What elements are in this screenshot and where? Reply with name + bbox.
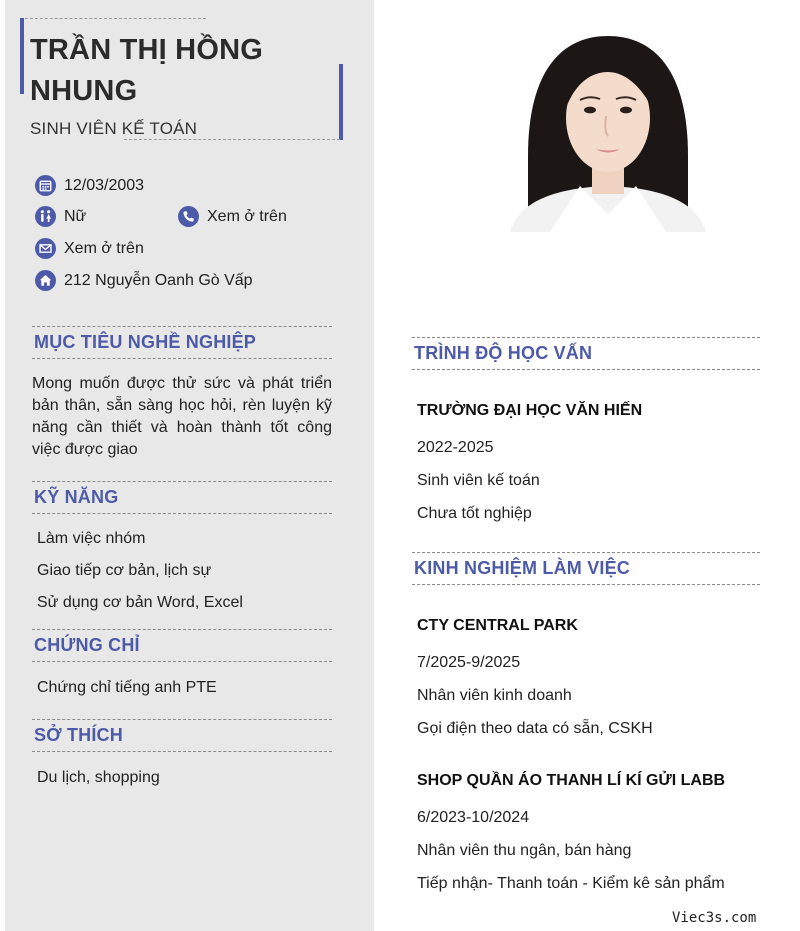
phone-icon	[178, 206, 199, 227]
address-value: 212 Nguyễn Oanh Gò Vấp	[64, 271, 253, 289]
skill-item: Sử dụng cơ bản Word, Excel	[37, 594, 243, 611]
email-row	[35, 238, 144, 259]
education-major: Sinh viên kế toán	[417, 472, 540, 489]
job-description: Tiếp nhận- Thanh toán - Kiểm kê sản phẩm	[417, 875, 725, 892]
accent-bar	[339, 64, 343, 140]
skill-item: Giao tiếp cơ bản, lịch sự	[37, 562, 212, 579]
company-name: CTY CENTRAL PARK	[417, 617, 578, 634]
birthday-value: 12/03/2003	[64, 176, 145, 194]
job-description: Gọi điện theo data có sẵn, CSKH	[417, 720, 653, 737]
email-value: Xem ở trên	[64, 239, 144, 257]
divider	[124, 139, 340, 140]
objective-text: Mong muốn được thử sức và phát triển bản thân, sẵn sàng học hỏi, rèn luyện kỹ năng cần thiết và hoàn thành tốt công việc được giao	[32, 375, 332, 458]
watermark: Viec3s.com	[672, 910, 757, 926]
hobbies-heading: SỞ THÍCH	[32, 719, 332, 752]
gender-value: Nữ	[64, 207, 87, 225]
education-heading: TRÌNH ĐỘ HỌC VẤN	[412, 337, 760, 370]
skills-heading: KỸ NĂNG	[32, 481, 332, 514]
job-role: Nhân viên thu ngân, bán hàng	[417, 842, 632, 859]
skill-item: Làm việc nhóm	[37, 530, 146, 547]
job-title: SINH VIÊN KẾ TOÁN	[30, 119, 198, 138]
certificate-item: Chứng chỉ tiếng anh PTE	[37, 679, 217, 696]
home-icon	[35, 270, 56, 291]
gender-row	[35, 206, 86, 227]
hobbies-text: Du lịch, shopping	[37, 769, 160, 786]
profile-photo	[510, 36, 706, 232]
birthday-row	[35, 175, 144, 196]
education-period: 2022-2025	[417, 439, 494, 456]
certificates-heading: CHỨNG CHỈ	[32, 629, 332, 662]
experience-heading: KINH NGHIỆM LÀM VIỆC	[412, 552, 760, 585]
job-period: 6/2023-10/2024	[417, 809, 530, 826]
address-row	[35, 270, 253, 291]
accent-bar	[20, 18, 24, 94]
full-name: TRẦN THỊ HỒNG NHUNG	[30, 34, 263, 107]
name-block	[20, 18, 344, 140]
school-name: TRƯỜNG ĐẠI HỌC VĂN HIẾN	[417, 402, 643, 419]
phone-row	[178, 206, 287, 227]
phone-value: Xem ở trên	[207, 207, 287, 225]
divider	[20, 18, 206, 19]
job-role: Nhân viên kinh doanh	[417, 687, 572, 704]
email-icon	[35, 238, 56, 259]
company-name: SHOP QUẦN ÁO THANH LÍ KÍ GỬI LABB	[417, 772, 726, 789]
gender-icon	[35, 206, 56, 227]
objective-heading: MỤC TIÊU NGHỀ NGHIỆP	[32, 326, 332, 359]
calendar-icon	[35, 175, 56, 196]
education-status: Chưa tốt nghiệp	[417, 505, 532, 522]
job-period: 7/2025-9/2025	[417, 654, 521, 671]
